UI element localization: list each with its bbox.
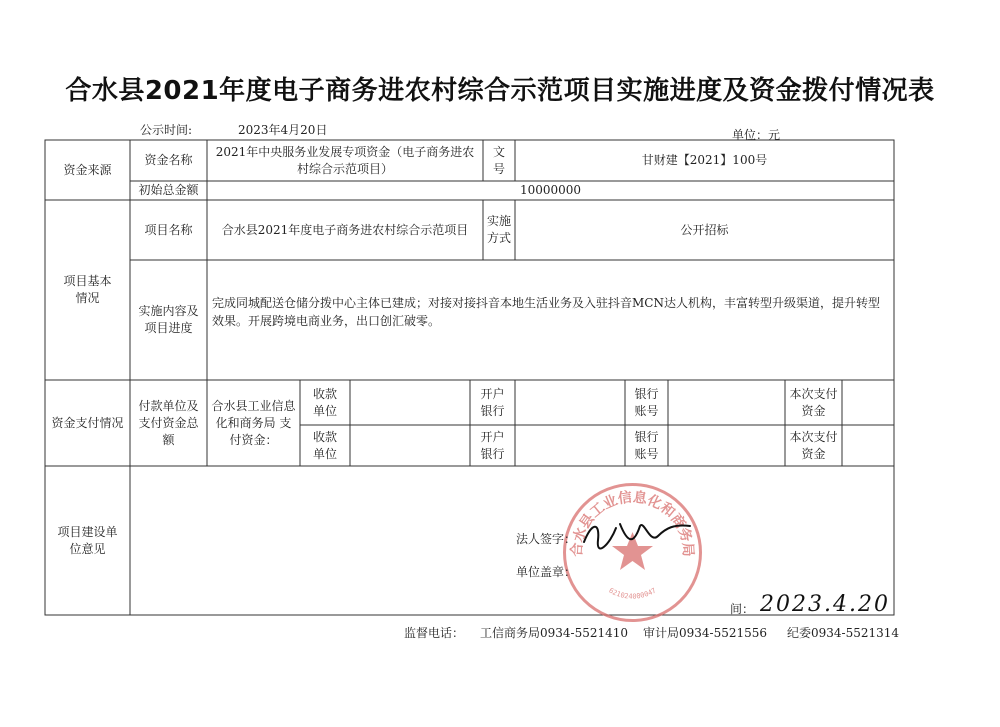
seal-code: 621024000047 (607, 586, 658, 601)
account-label-2: 银行账号 (634, 429, 659, 461)
bank-label-1: 开户银行 (480, 386, 505, 418)
amount-label-1: 本次支付资金 (789, 386, 838, 418)
handwritten-signature (578, 514, 698, 554)
initial-amount-value: 10000000 (519, 183, 582, 197)
phone-discipline: 纪委0934-5521314 (787, 626, 900, 640)
project-info-label: 项目基本情况 (63, 274, 112, 305)
payee-label-2: 收款单位 (312, 429, 337, 461)
bank-label-2: 开户银行 (480, 429, 505, 461)
content-label: 实施内容及项目进度 (138, 304, 199, 335)
seal-text: 合水县工业信息化和商务局 (569, 489, 696, 558)
phone-audit: 审计局0934-5521556 (643, 626, 768, 640)
payer-label: 付款单位及支付资金总额 (138, 398, 199, 447)
date-label: 间： (730, 602, 755, 616)
fund-source-label: 资金来源 (63, 162, 112, 177)
phone-commerce: 工信商务局0934-5521410 (480, 626, 629, 640)
seal-label: 单位盖章： (516, 565, 577, 579)
publish-time-label: 公示时间: (140, 123, 193, 137)
payer-value: 合水县工业信息化和商务局 支付资金： (211, 398, 296, 447)
publish-time: 2023年4月20日 (238, 123, 328, 137)
method-label: 实施方式 (487, 214, 512, 245)
doc-number-value: 甘财建【2021】100号 (641, 153, 768, 167)
account-label-1: 银行账号 (634, 386, 659, 418)
supervision-label: 监督电话： (404, 626, 465, 640)
unit-label: 单位：元 (732, 128, 781, 142)
doc-number-label: 文号 (492, 144, 505, 176)
project-name-label: 项目名称 (144, 222, 193, 237)
fund-name-label: 资金名称 (144, 153, 193, 167)
content-value: 完成同城配送仓储分拨中心主体已建成；对接对接抖音本地生活业务及入驻抖音MCN达人机构，丰富转型升级渠道，提升转型效果。开展跨境电商业务，出口创汇破零。 (212, 296, 880, 328)
svg-text:621024000047 (607, 587, 657, 601)
handwritten-date: 2023.4.20 (760, 592, 890, 617)
project-name-value: 合水县2021年度电子商务进农村综合示范项目 (221, 222, 469, 237)
initial-amount-label: 初始总金额 (138, 183, 199, 197)
legal-sign-label: 法人签字： (516, 532, 577, 546)
amount-label-2: 本次支付资金 (789, 429, 838, 461)
payment-label: 资金支付情况 (51, 415, 124, 430)
page-title: 合水县2021年度电子商务进农村综合示范项目实施进度及资金拨付情况表 (65, 76, 935, 106)
method-value: 公开招标 (680, 222, 729, 237)
fund-name-value: 2021年中央服务业发展专项资金（电子商务进农村综合示范项目） (215, 144, 475, 176)
payee-label-1: 收款单位 (312, 386, 337, 418)
opinion-label: 项目建设单位意见 (57, 524, 118, 556)
